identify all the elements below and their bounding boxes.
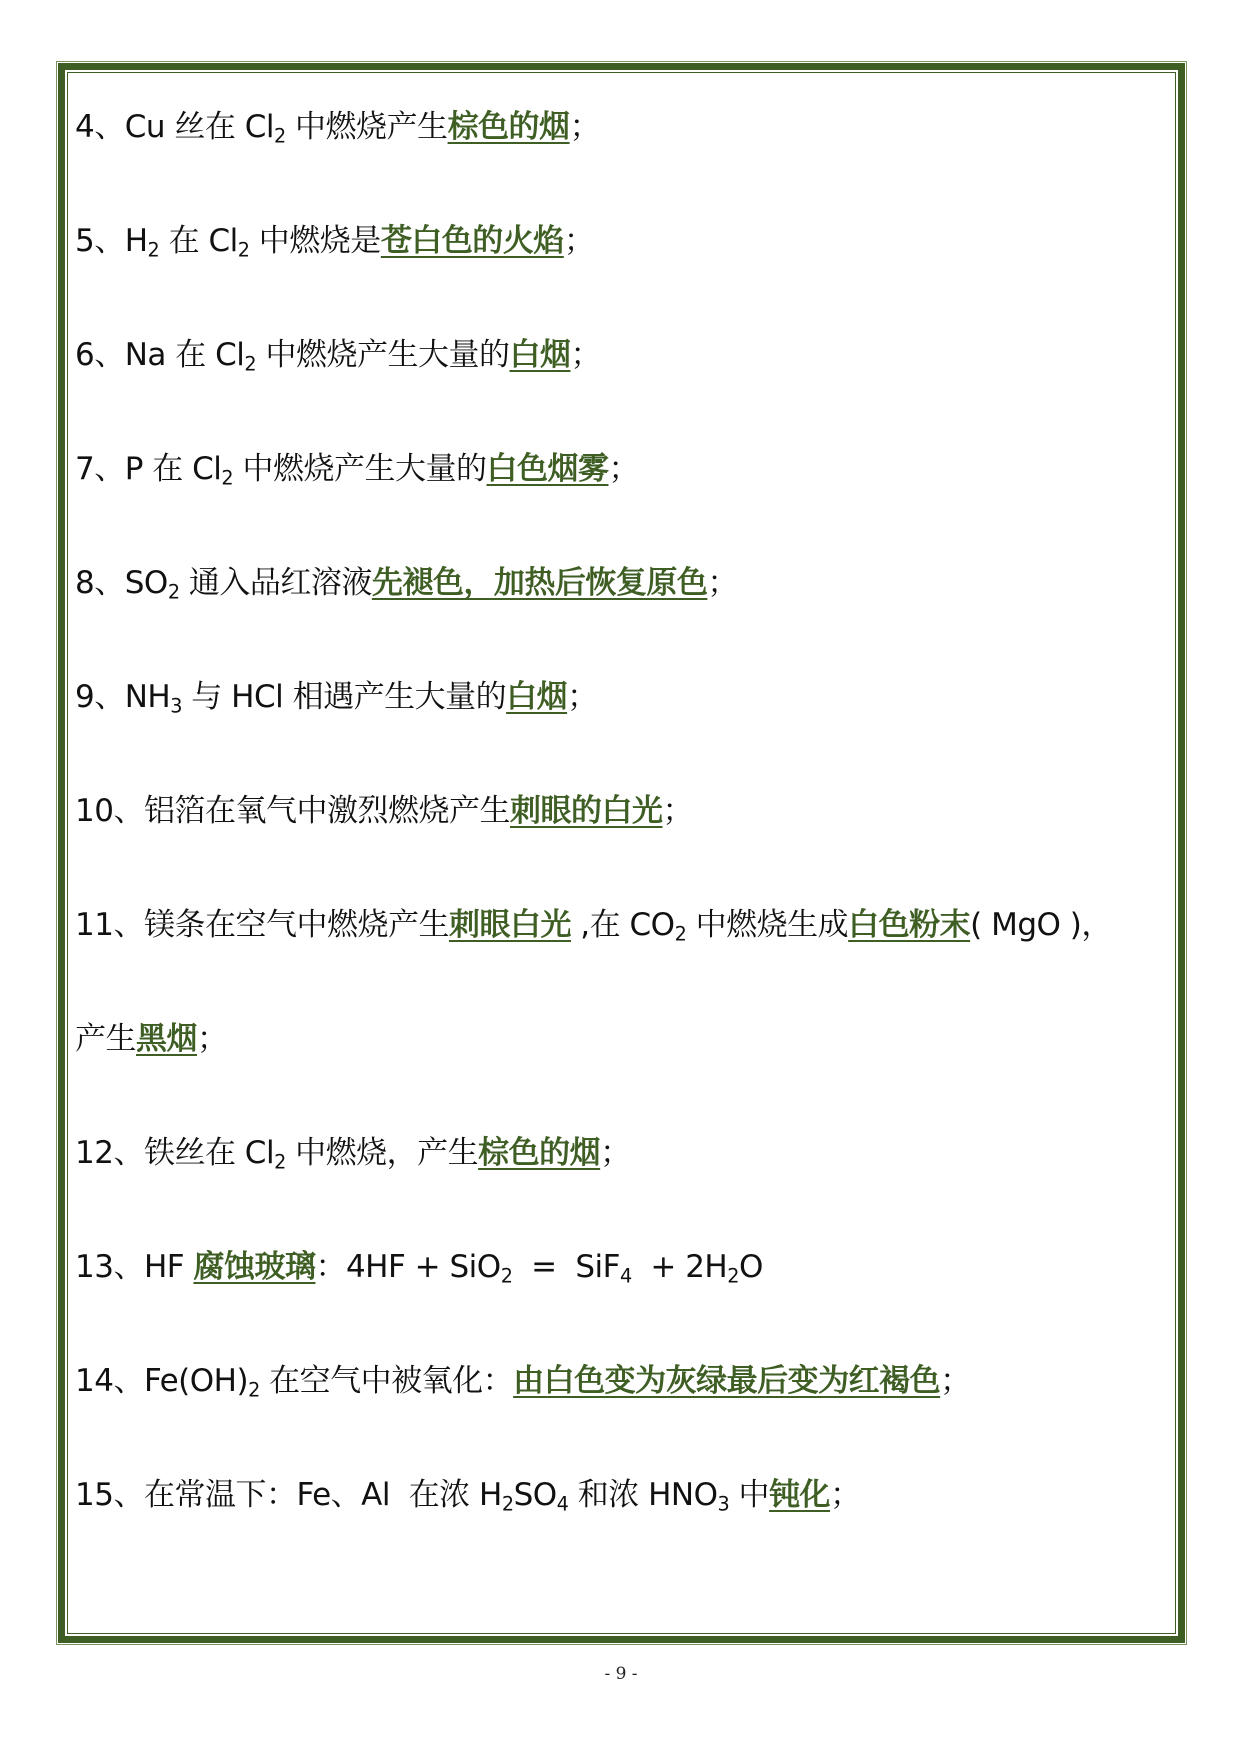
line-text: 9、NH [75,679,171,715]
line-text: ,在 CO [570,907,675,943]
line-text: 5、H [75,223,148,259]
document-body [75,104,1185,1586]
line-text: ； [569,109,601,145]
highlighted-phrase: 白色烟雾 [486,451,609,487]
line-text: 中燃烧产生大量的 [256,337,510,373]
line-text: 通入品红溶液 [179,565,372,601]
line-text: 中 [729,1477,770,1513]
line-text: 14、Fe(OH) [75,1363,249,1399]
line-text: + 2H [631,1249,728,1285]
subscript: 4 [556,1492,569,1516]
subscript: 2 [167,580,180,604]
highlighted-phrase: 白烟 [509,337,571,373]
page-number: - 9 - [604,1664,638,1684]
subscript: 2 [147,238,160,262]
highlighted-phrase: 棕色的烟 [447,109,570,145]
document-line [75,1130,1185,1244]
line-text: ； [600,1135,631,1171]
subscript: 2 [274,1150,286,1174]
subscript: 3 [170,694,182,718]
line-text: 产生 [75,1021,136,1057]
highlighted-phrase: 白烟 [506,679,568,715]
line-text: ； [567,679,598,715]
subscript: 2 [501,1492,514,1516]
line-text: ； [707,565,738,601]
highlighted-phrase: 棕色的烟 [478,1135,601,1171]
line-text: ( MgO )， [970,907,1112,943]
line-text: ； [563,223,595,259]
line-text: 中燃烧是 [249,223,381,259]
document-line [75,1358,1185,1472]
line-text: 11、镁条在空气中燃烧产生 [75,907,449,943]
highlighted-phrase: 苍白色的火焰 [380,223,564,259]
document-line [75,218,1185,332]
subscript: 2 [237,238,250,262]
line-text: 8、SO [75,565,168,601]
subscript: 2 [674,922,687,946]
subscript: 2 [500,1264,513,1288]
line-text: ：4HF + SiO [315,1249,501,1285]
highlighted-phrase: 腐蚀玻璃 [193,1249,316,1285]
line-text: 在 Cl [159,223,238,259]
line-text: = SiF [512,1249,620,1285]
line-text: 中燃烧产生大量的 [233,451,487,487]
line-text: ； [570,337,601,373]
subscript: 2 [727,1264,739,1288]
line-text: 13、HF [75,1249,194,1285]
line-text: ； [608,451,639,487]
highlighted-phrase: 钝化 [769,1477,831,1513]
line-text: 中燃烧生成 [686,907,849,943]
subscript: 2 [273,124,286,148]
document-line [75,104,1185,218]
line-text: 4、Cu 丝在 Cl [75,109,274,145]
highlighted-phrase: 刺眼白光 [448,907,571,943]
subscript: 3 [717,1492,730,1516]
document-line [75,332,1185,446]
document-line [75,674,1185,788]
line-text: 和浓 HNO [568,1477,718,1513]
document-line [75,446,1185,560]
document-line [75,1472,1185,1586]
subscript: 2 [221,466,234,490]
document-line [75,1016,1185,1130]
line-text: ； [940,1363,971,1399]
line-text: 6、Na 在 Cl [75,337,245,373]
highlighted-phrase: 刺眼的白光 [509,793,663,829]
line-text: ； [197,1021,228,1057]
highlighted-phrase: 由白色变为灰绿最后变为红褐色 [513,1363,941,1399]
document-line [75,1244,1185,1358]
highlighted-phrase: 白色粉末 [848,907,971,943]
document-line [75,560,1185,674]
line-text: O [738,1249,763,1285]
highlighted-phrase: 黑烟 [136,1021,197,1057]
document-line [75,788,1185,902]
line-text: SO [513,1477,557,1513]
document-line [75,902,1185,1016]
line-text: 在空气中被氧化： [259,1363,514,1399]
line-text: 中燃烧产生 [285,109,448,145]
line-text: 15、在常温下：Fe、Al 在浓 H [75,1477,502,1513]
line-text: 中燃烧，产生 [285,1135,479,1171]
subscript: 2 [244,352,257,376]
line-text: 12、铁丝在 Cl [75,1135,275,1171]
subscript: 4 [619,1264,632,1288]
line-text: 7、P 在 Cl [75,451,222,487]
line-text: 10、铝箔在氧气中激烈燃烧产生 [75,793,510,829]
highlighted-phrase: 先褪色，加热后恢复原色 [371,565,708,601]
line-text: 与 HCl 相遇产生大量的 [181,679,507,715]
line-text: ； [662,793,693,829]
line-text: ； [830,1477,861,1513]
subscript: 2 [248,1378,260,1402]
